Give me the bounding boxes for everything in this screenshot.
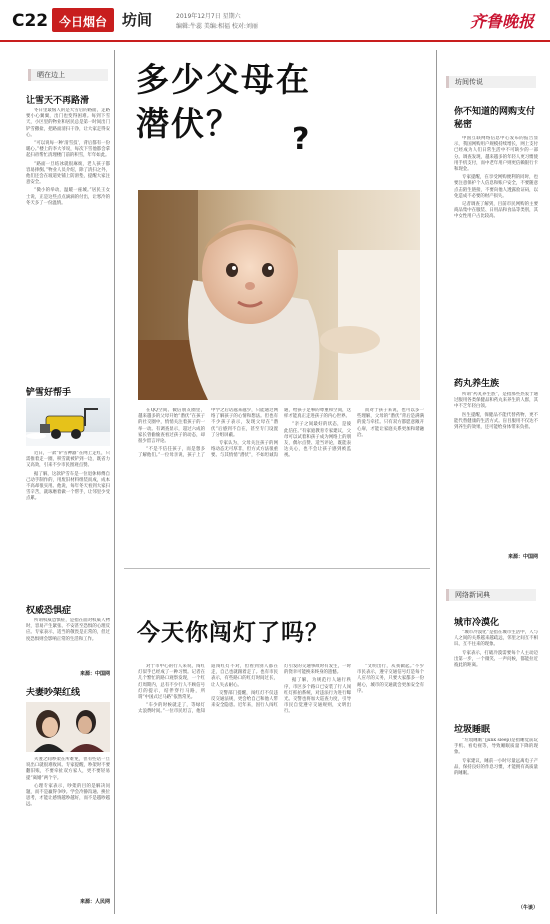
paragraph: 冬日里最恼人的是大雪后的路面，走路要小心翼翼，出门也变得困难。每到下雪天，小区里的物业和居民总是第一时间出门铲雪撒盐，把路面清扫干净，让大家走得安心。 bbox=[26, 108, 110, 138]
right-column-title: 网络新词典 bbox=[446, 589, 536, 601]
paragraph: 专家认为，父母关注孩子的网络动态无可厚非，但方式方法很重要。与其悄悄“潜伏”，不如坦诚沟通，给孩子足够的尊重和空间，这样才能真正走进孩子的内心世界。 bbox=[211, 408, 351, 459]
source-credit: （牛谈） bbox=[517, 905, 538, 911]
source-credit: 来源：人民网 bbox=[79, 899, 110, 905]
snow-plough-photo bbox=[26, 398, 110, 446]
couple-arguing-photo bbox=[26, 702, 110, 752]
article-body bbox=[454, 392, 538, 548]
paragraph: 中国互联网络信息中心发布的报告显示，我国网购用户规模持续增长，网上支付已经成为人们日常生活中不可缺少的一部分。调查发现，越来越多的年轻人更习惯使用手机支付，而中老年用户则更信赖银行卡和现金。 bbox=[454, 136, 538, 173]
paragraph: 专家建议，睡前一小时尽量远离电子产品，保持良好的作息习惯，才能拥有高质量的睡眠。 bbox=[454, 758, 538, 777]
edition-label: 今日烟台 bbox=[59, 15, 108, 29]
second-headline: 今天你闯灯了吗？ bbox=[137, 620, 329, 646]
paragraph: 医生提醒，保健品不能代替药物，更不能代替健康的生活方式。盲目服用不仅达不到养生的效果，还可能给身体带来负担。 bbox=[454, 412, 538, 431]
paragraph: “不是不信任孩子，而是想多了解他们。”一位母亲说，孩子上了中学之后话越来越少，只能通过网络了解孩子的心情和想法。但也有不少孩子表示，发现父母在“潜伏”后感到不自在，甚至专门设置了分组屏蔽。 bbox=[138, 408, 278, 459]
header-rule bbox=[0, 40, 550, 42]
article-title: 权威恐惧症 bbox=[26, 606, 72, 616]
article-title: 城市冷漠化 bbox=[454, 618, 500, 628]
paragraph: 交警部门提醒，闯红灯不仅违反交通法规，更会给自己和他人带来安全隐患。近年来，因行人闯红灯引发的交通事故时有发生，一时的侥幸可能换来终身的遗憾。 bbox=[211, 664, 351, 709]
article-title: 让雪天不再路滑 bbox=[26, 96, 90, 106]
paragraph: 据了解，这款铲雪车是一位退休师傅自己动手制作的，用废旧材料组装而成，成本不高却很实用。他说，每年冬天看到大家扫雪辛苦，就琢磨着做一个帮手，让邻里少受点累。 bbox=[26, 471, 110, 502]
article-body bbox=[26, 618, 110, 664]
left-column-title: 晒在边上 bbox=[28, 69, 108, 81]
paragraph: “可以说每一种‘清雪技’，背后都有一份暖心。”楼上的李大爷说，每次下雪他都会拿起扫帚帮忙清理楼门前的积雪，年年如此。 bbox=[26, 141, 110, 159]
right-column-divider bbox=[436, 50, 437, 914]
article-body bbox=[26, 757, 110, 897]
second-story-body bbox=[138, 664, 424, 908]
source-credit: 来源：中国网 bbox=[79, 671, 110, 677]
paragraph: 专家表示，打破冷漠需要每个人主动迈出第一步，一个微笑、一声问候，都能拉近彼此的距离。 bbox=[454, 650, 538, 669]
question-mark-decoration: ? bbox=[292, 122, 310, 157]
paragraph: 近日，一款“铲雪神器”在网上走红，只需推着走一圈，积雪就被铲到一边，既省力又高效，引来不少市民围观点赞。 bbox=[26, 451, 110, 469]
right-column-title: 坊间传说 bbox=[446, 76, 536, 88]
article-title: 垃圾睡眠 bbox=[454, 725, 491, 735]
paragraph: 所谓“药丸养生族”，是指那些热衷于通过服用各类保健品和药丸来养生的人群，其中不乏年轻白领。 bbox=[454, 392, 538, 410]
main-headline: 多少父母在潜伏？ bbox=[136, 60, 311, 143]
masthead-logo: 齐鲁晚报 bbox=[470, 12, 535, 31]
editor-line: 编辑:牛蕊 美编:相福 校对:刘丽 bbox=[176, 23, 258, 30]
left-column-divider bbox=[114, 50, 115, 914]
paragraph: 夫妻之间吵架在所难免，但有些话一旦说出口就很难收回。专家提醒，吵架时不要翻旧账，不要牵扯双方家人，更不要轻易提“离婚”两个字。 bbox=[26, 757, 110, 781]
article-title: 你不知道的网购支付秘密 bbox=[454, 107, 536, 130]
snow-plough-illustration bbox=[26, 398, 110, 446]
date-line: 2019年12月7日 星期六 bbox=[176, 13, 241, 20]
article-body bbox=[26, 451, 110, 603]
article-body bbox=[454, 738, 538, 898]
paragraph: 心理专家表示，吵架的目的是解决问题，而不是赢得争吵。学会冷静沟通、换位思考，才能让感情越吵越好，而不是越吵越远。 bbox=[26, 783, 110, 808]
paragraph: 在QQ空间、微信朋友圈里，越来越多的父母开始“潜伏”在孩子的社交圈中，悄悄关注着孩子的一举一动。有调查显示，超过六成的家长曾偷偷查看过孩子的动态，却很少留言评论。 bbox=[138, 408, 205, 445]
page-header bbox=[0, 0, 550, 46]
paragraph: “文明出行，从我做起。”不少市民表示，遵守交通信号灯是每个人应尽的义务，只要大家都多一份耐心，城市的交通就会更加安全有序。 bbox=[357, 664, 424, 694]
paragraph: “垃圾睡眠”(junk sleep)是指睡觉前玩手机、看电视等，导致睡眠质量下降的现象。 bbox=[454, 738, 538, 756]
main-story-body bbox=[138, 408, 424, 558]
paragraph: 专家提醒，在享受网购便利的同时，也要注意保护个人信息和账户安全，不要随意点击陌生链接，不要向他人透露验证码，以免造成不必要的财产损失。 bbox=[454, 175, 538, 199]
page-code: C22 bbox=[12, 11, 49, 31]
couple-illustration bbox=[26, 702, 110, 752]
source-credit: 来源：中国网 bbox=[507, 554, 538, 560]
paragraph: “城市冷漠化”是指在城市生活中，人与人之间的关系越来越疏远，邻里之间互不相识、互不往来的现象。 bbox=[454, 630, 538, 648]
article-title: 夫妻吵架红线 bbox=[26, 688, 81, 698]
paragraph: 据了解，为规范行人通行秩序，市区多个路口已安装了行人闯红灯抓拍系统，对违法行为进行曝光。交警也将加大巡查力度，引导市民自觉遵守交通规则，文明出行。 bbox=[284, 678, 351, 715]
article-body bbox=[454, 136, 538, 366]
baby-illustration bbox=[138, 190, 420, 400]
paragraph: “亲子之间最好的状态，是彼此信任。”有家庭教育专家建议，父母可以试着和孩子成为网络上的朋友，偶尔点赞、适当评论，既能表达关心，也不会让孩子感到被监视。 bbox=[284, 422, 351, 459]
paragraph: “车少的时候就走了，等绿灯太浪费时间。”一位市民坦言，他知道闯红灯不对，但看到别人都在走，自己也就跟着走了。也有市民表示，有些路口的红灯时间过长，让人失去耐心。 bbox=[138, 664, 278, 715]
paragraph: “微小的举动，温暖一座城。”居民王女士说，正是这些点点滴滴的付出，让寒冷的冬天多了一份温情。 bbox=[26, 188, 110, 206]
paragraph: “路面一旦结冰就很麻烦，老人孩子都容易摔倒。”物业人员介绍，除了清扫之外，他们还会在坡道处铺上防滑垫，提醒大家注意安全。 bbox=[26, 161, 110, 186]
paragraph: 记者调查了解到，目前市民网购的主要商品集中在服装、日用品和食品等类别，其中女性用户占比较高。 bbox=[454, 202, 538, 220]
paragraph: 所谓权威恐惧症，是指在面对权威人物时，容易产生紧张、不安甚至恐惧的心理反应。专家表示，适当的敬畏是正常的，但过度恐惧则会影响正常的生活和工作。 bbox=[26, 618, 110, 642]
article-body bbox=[26, 108, 110, 388]
edition-tab bbox=[52, 8, 114, 32]
main-story-rule bbox=[124, 568, 430, 569]
article-title: 铲雪好帮手 bbox=[26, 388, 72, 398]
paragraph: 对于市中心的行人来说，闯红灯似乎已经成了一种习惯。记者在几个繁忙的路口观察发现，一个红灯周期内，总有不少行人不顾信号灯的提示，结伴穿行马路，所谓“中国式过马路”依然常见。 bbox=[138, 664, 205, 701]
article-title: 药丸养生族 bbox=[454, 379, 500, 389]
paragraph: 而对于孩子来说，也可以多一些理解，父母的“潜伏”背后是满满的爱与牵挂。只有双方都愿意敞开心扉，才能让家庭关系更加和谐融洽。 bbox=[357, 408, 424, 438]
baby-photo bbox=[138, 190, 420, 400]
article-body bbox=[454, 630, 538, 714]
section-name: 坊间 bbox=[122, 11, 153, 29]
